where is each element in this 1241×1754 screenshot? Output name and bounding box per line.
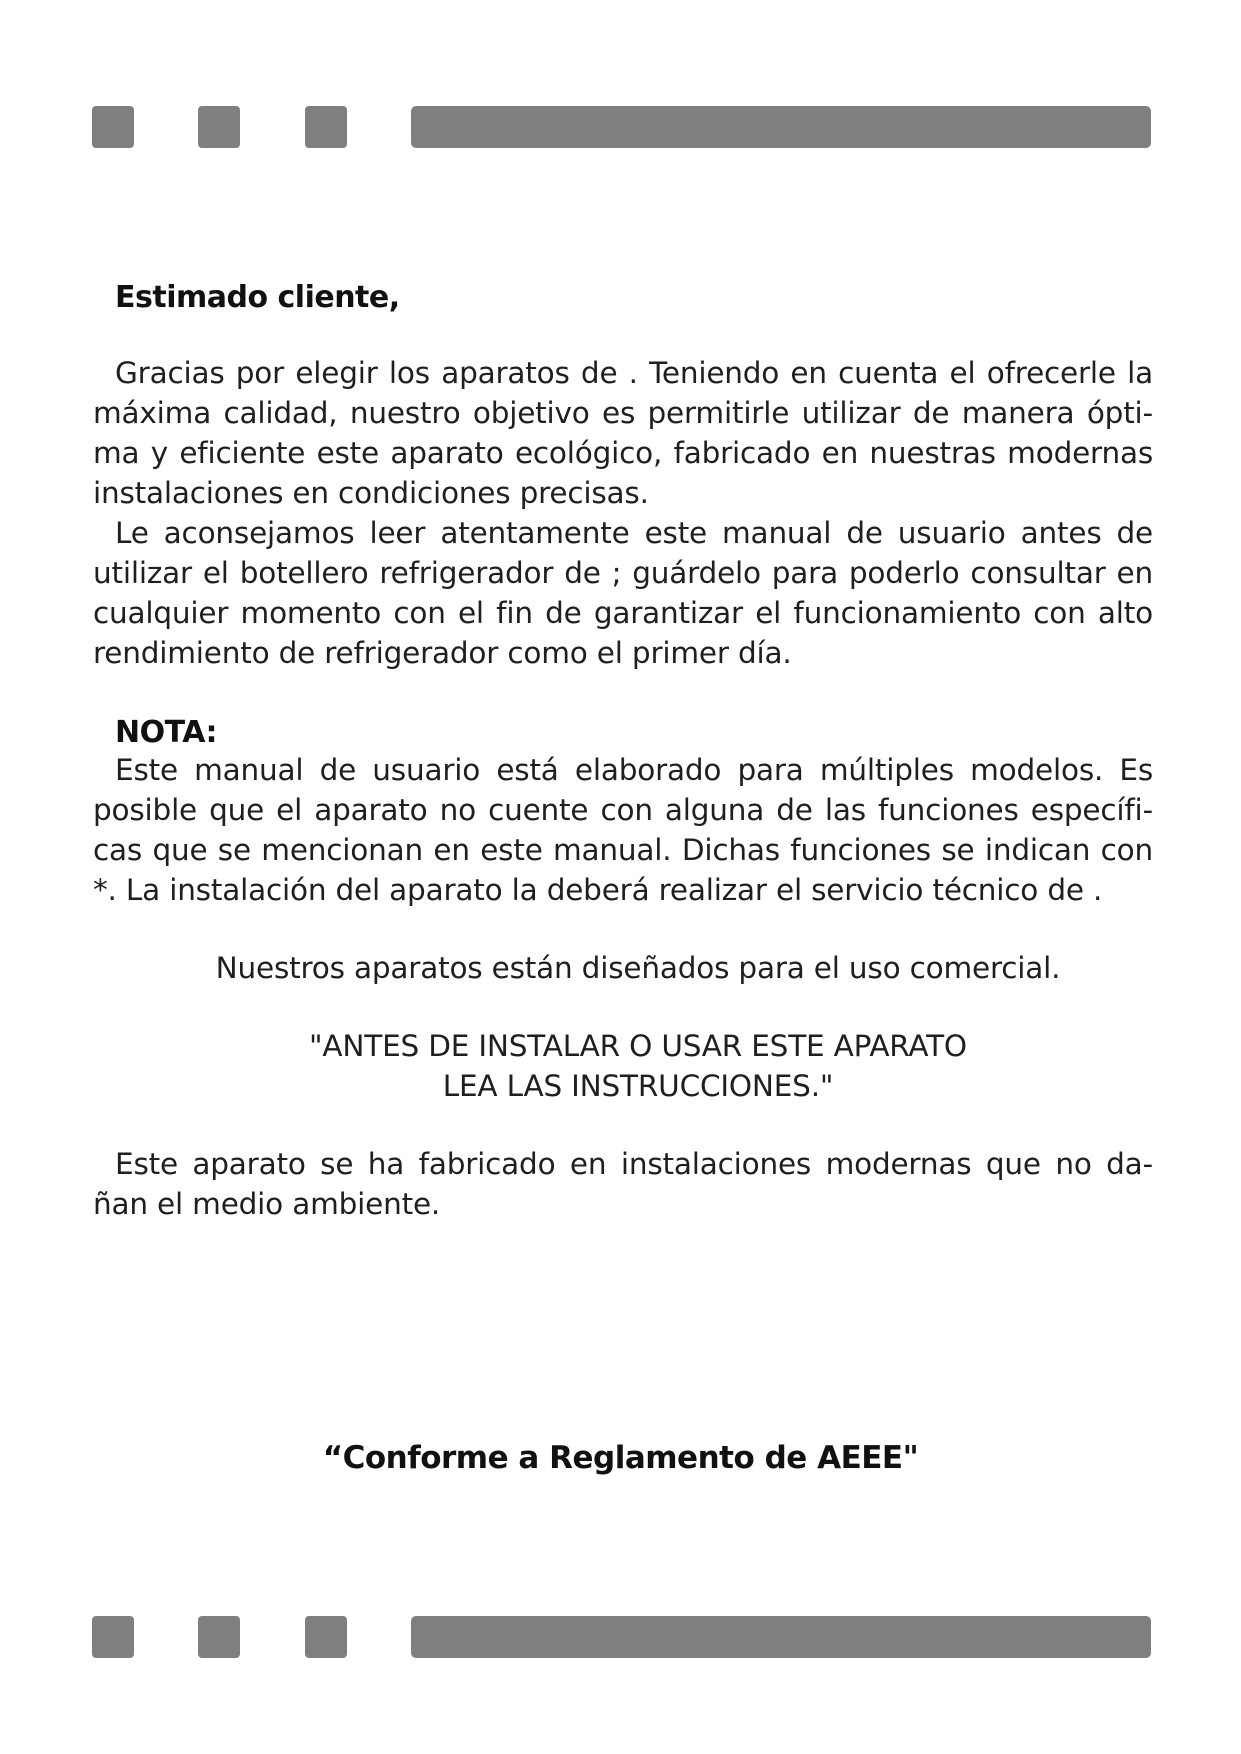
greeting-heading: Estimado cliente, (115, 280, 400, 315)
warning-block (93, 1026, 1153, 1106)
intro-paragraph-2: Le aconsejamos leer atentamente este manual de usuario antes de utilizar el botellero refrigerador de ; guárdelo para poderlo consultar en cualquier momento con el fin de garantizar el funcionamiento con alto rendimiento de refrigerador como el primer día. (93, 516, 1153, 670)
header-long-bar (411, 106, 1151, 148)
header-square-1 (92, 106, 134, 148)
footer-decoration-bar (0, 1616, 1241, 1658)
header-square-2 (198, 106, 240, 148)
note-paragraph: Este manual de usuario está elaborado para múltiples modelos. Es posible que el aparato no cuente con alguna de las funciones específi-cas que se mencionan en este manual. Dichas funciones se indican con *. La instalación del aparato la deberá realizar el servicio técnico de . (93, 753, 1153, 907)
intro-paragraph-1: Gracias por elegir los aparatos de . Teniendo en cuenta el ofrecerle la máxima calidad, nuestro objetivo es permitirle utilizar de manera ópti-ma y eficiente este aparato ecológico, fabricado en nuestras modernas instalaciones en condiciones precisas. (93, 356, 1153, 510)
footer-square-2 (198, 1616, 240, 1658)
warning-line-1: "ANTES DE INSTALAR O USAR ESTE APARATO (309, 1029, 967, 1063)
footer-square-1 (92, 1616, 134, 1658)
commercial-use-statement: Nuestros aparatos están diseñados para el uso comercial. (215, 951, 1061, 985)
footer-square-3 (305, 1616, 347, 1658)
letter-body (93, 270, 1153, 1224)
header-square-3 (305, 106, 347, 148)
warning-line-2: LEA LAS INSTRUCCIONES." (442, 1069, 834, 1103)
header-decoration-bar (0, 106, 1241, 148)
note-heading: NOTA: (115, 715, 218, 750)
footer-long-bar (411, 1616, 1151, 1658)
eco-paragraph: Este aparato se ha fabricado en instalaciones modernas que no da-ñan el medio ambiente. (93, 1147, 1153, 1221)
conformity-statement: “Conforme a Reglamento de AEEE" (322, 1440, 919, 1476)
